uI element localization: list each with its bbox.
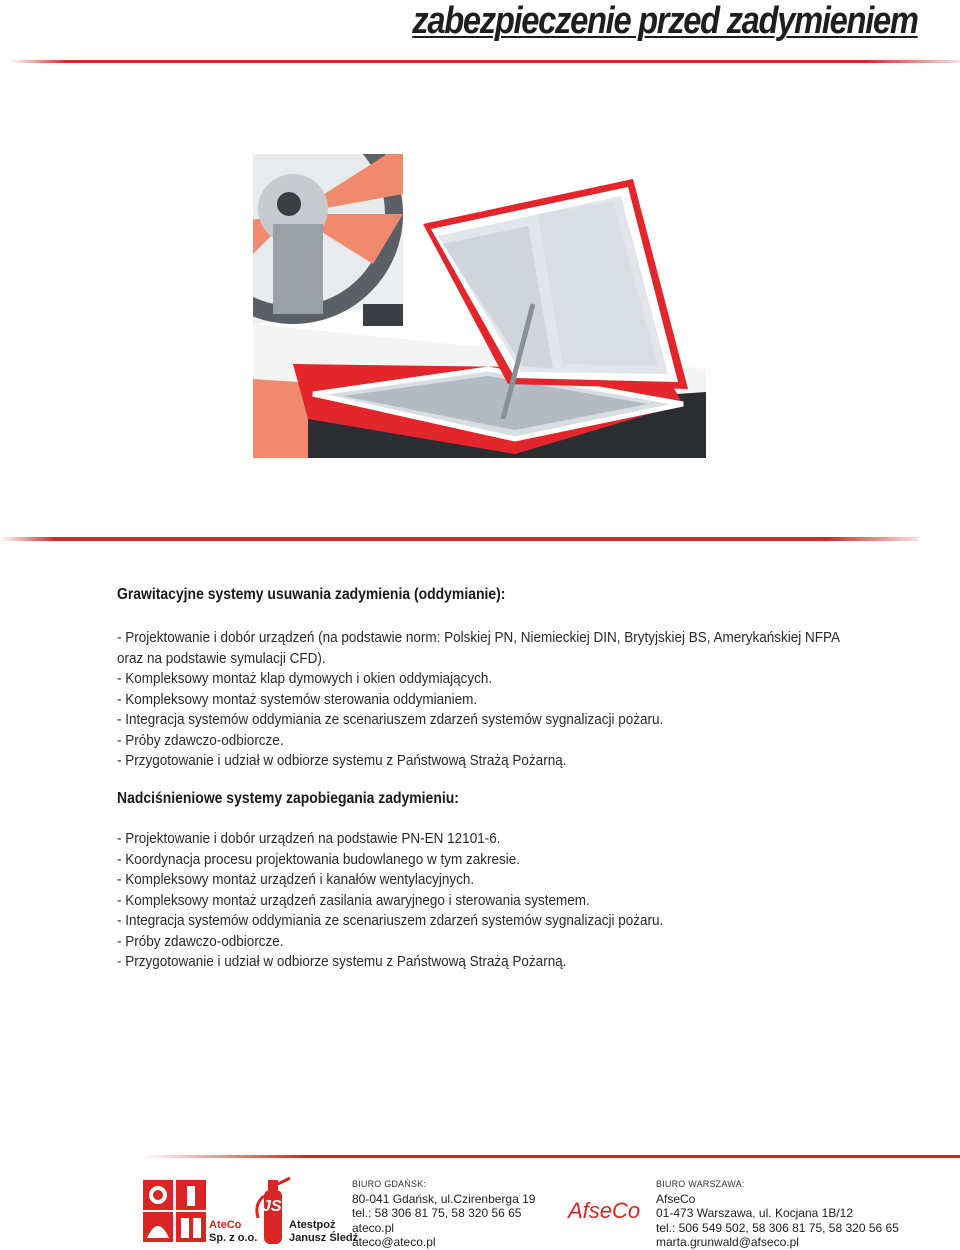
list-item: - Przygotowanie i udział w odbiorze systemu z Państwową Strażą Pożarną. [117,953,567,970]
list-item: - Kompleksowy montaż klap dymowych i okien oddymiających. [117,670,493,687]
ateco-logo-text [209,1219,257,1245]
office-email-link[interactable]: ateco@ateco.pl [352,1235,436,1249]
footer-divider [140,1155,960,1158]
office-phone: tel.: 58 306 81 75, 58 320 56 65 [352,1206,522,1220]
atestpoz-name: Atestpoż [289,1219,336,1231]
overpressure-systems-list [117,829,917,973]
afseco-logo: AfseCo [568,1198,641,1223]
office-website-link[interactable]: ateco.pl [352,1220,395,1235]
office-gdansk [352,1177,535,1250]
ateco-name: AteCo [209,1219,242,1231]
list-item: - Przygotowanie i udział w odbiorze systemu z Państwową Strażą Pożarną. [117,752,567,769]
list-item: - Projektowanie i dobór urządzeń (na podstawie norm: Polskiej PN, Niemieckiej DIN, Brytyjskiej BS, Amerykańskiej NFPA [117,629,841,646]
smoke-vent-hatch-icon [253,154,706,458]
ateco-suffix: Sp. z o.o. [209,1232,258,1244]
office-label: BIURO WARSZAWA: [656,1179,745,1189]
list-item: - Projektowanie i dobór urządzeń na podstawie PN-EN 12101-6. [117,830,501,847]
list-item: - Kompleksowy montaż systemów sterowania oddymianiem. [117,690,478,708]
list-item: oraz na podstawie symulacji CFD). [117,649,326,667]
list-item: - Integracja systemów oddymiania ze scenariuszem zdarzeń systemów sygnalizacji pożaru. [117,912,664,929]
section-heading-overpressure: Nadciśnieniowe systemy zapobiegania zadymieniu: [117,790,459,807]
atestpoz-owner: Janusz Śledź [289,1232,359,1244]
section-divider [0,537,918,541]
page-title: zabezpieczenie przed zadymieniem [412,0,918,42]
atestpoz-logo-text [289,1219,358,1245]
office-company: AfseCo [656,1191,696,1206]
gravity-systems-list [117,628,917,772]
list-item: - Próby zdawczo-odbiorcze. [117,932,284,950]
header-divider [10,60,960,63]
section-heading-gravity: Grawitacyjne systemy usuwania zadymienia (oddymianie): [117,586,506,603]
list-item: - Kompleksowy montaż urządzeń zasilania awaryjnego i sterowania systemem. [117,891,590,909]
office-address: 01-473 Warszawa, ul. Kocjana 1B/12 [656,1206,853,1220]
office-address: 80-041 Gdańsk, ul.Czirenberga 19 [352,1191,536,1206]
list-item: - Integracja systemów oddymiania ze scenariuszem zdarzeń systemów sygnalizacji pożaru. [117,711,664,728]
office-email-link[interactable]: marta.grunwald@afseco.pl [656,1235,799,1249]
js-monogram: JS [262,1198,282,1215]
office-label: BIURO GDAŃSK: [352,1179,427,1189]
list-item: - Kompleksowy montaż urządzeń i kanałów wentylacyjnych. [117,871,475,888]
ateco-logo-icon [143,1180,207,1242]
list-item: - Próby zdawczo-odbiorcze. [117,731,284,749]
office-phone: tel.: 506 549 502, 58 306 81 75, 58 320 56 65 [656,1220,899,1235]
list-item: - Koordynacja procesu projektowania budowlanego w tym zakresie. [117,850,520,868]
office-warszawa [656,1177,899,1250]
